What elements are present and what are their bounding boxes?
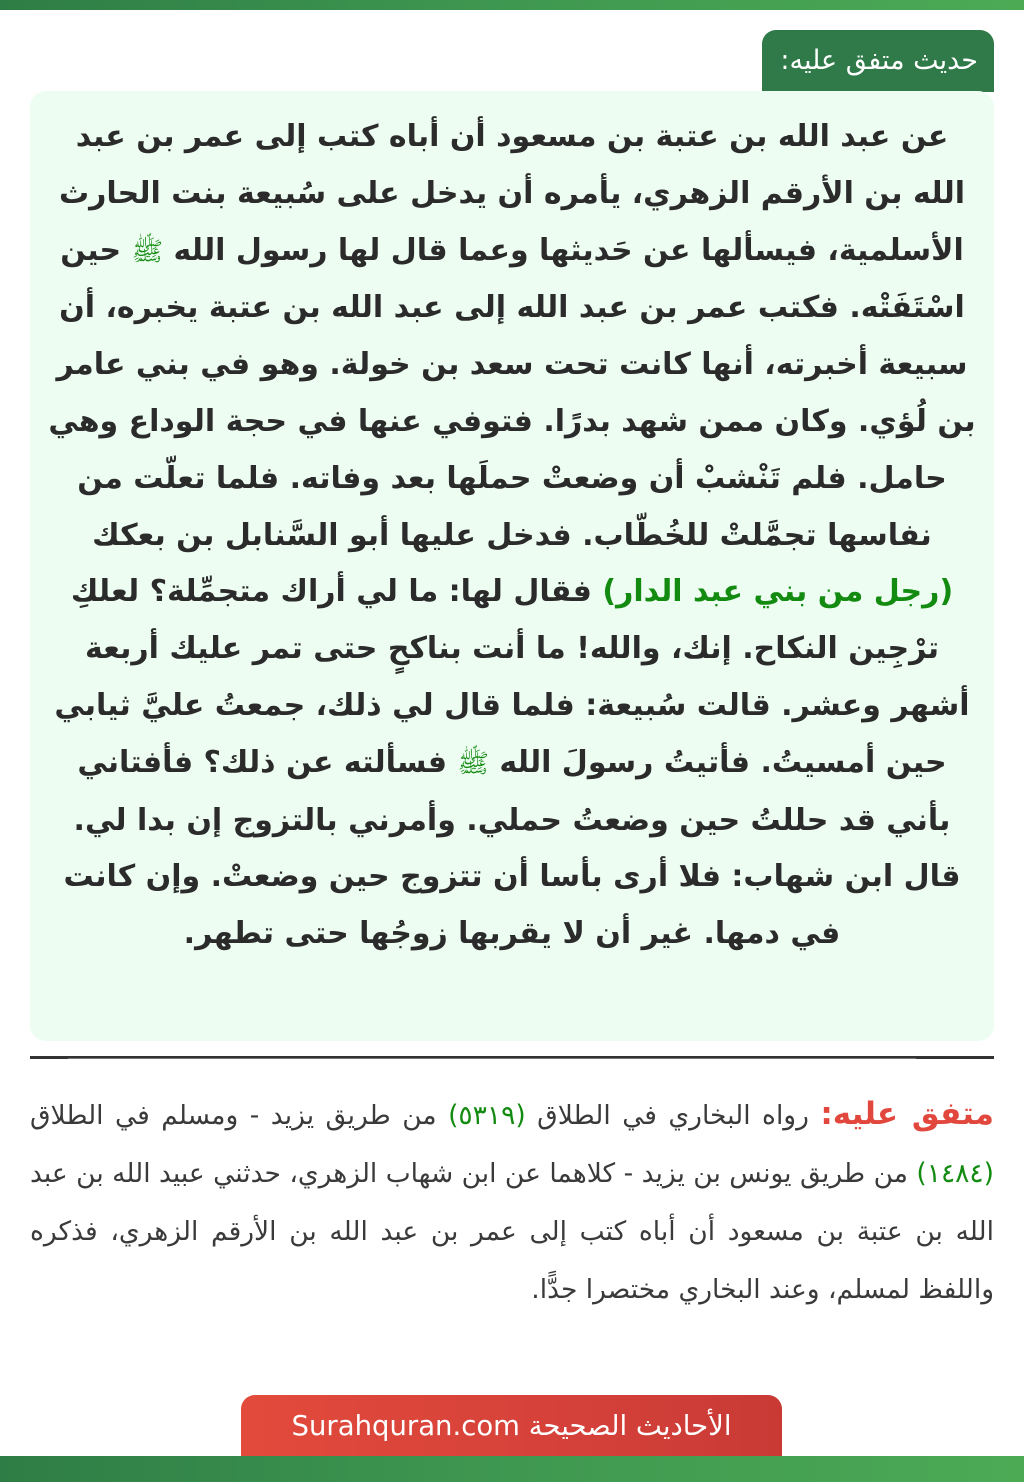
muslim-number: (١٤٨٤) [916,1158,994,1189]
hadith-text [48,109,976,849]
takhrij-part-3: من طريق يونس بن يزيد - كلاهما عن ابن شهاب الزهري، حدثني عبيد الله بن عبد الله بن عتبة بن مسعود أن أباه كتب إلى عمر بن عبد الله بن الأرقم الزهري، فذكره واللفظ لمسلم، وعند البخاري مختصرا جدًّا. [30,1158,994,1305]
hadith-part-2: حين اسْتَفَتْه. فكتب عمر بن عبد الله إلى عبد الله بن عتبة يخبره، أن سبيعة أخبرته، أنها كانت تحت سعد بن خولة. وهو في بني عامر بن لُؤي. وكان ممن شهد بدرًا. فتوفي عنها في حجة الوداع وهي حامل. فلم تَنْشبْ أن وضعتْ حملَها بعد وفاته. فلما تعلّت من نفاسها تجمَّلتْ للخُطّاب. فدخل عليها أبو السَّنابل بن بعكك [48,232,976,553]
hadith-part-3: فقال لها: ما لي أراك متجمِّلة؟ لعلكِ ترْجِين النكاح. إنك، والله! ما أنت بناكحٍ حتى تمر عليك أربعة أشهر وعشر. قالت سُبيعة: فلما قال لي ذلك، جمعتُ عليَّ ثيابي حين أمسيتُ. فأتيتُ رسولَ الله [54,574,970,780]
bukhari-number: (٥٣١٩) [448,1100,526,1131]
takhrij-text [30,1085,994,1319]
salawat-icon: ﷺ [131,236,163,267]
section-divider-inner [68,1058,916,1059]
bottom-decorative-bar [0,1456,1024,1482]
salawat-icon: ﷺ [457,748,489,779]
section-label: حديث متفق عليه: [762,30,994,92]
footer-site-badge: الأحاديث الصحيحة Surahquran.com [241,1395,782,1456]
hadith-highlight: (رجل من بني عبد الدار) [602,574,954,610]
hadith-part-4: فسألته عن ذلك؟ فأفتاني بأني قد حللتُ حين وضعتُ حملي. وأمرني بالتزوج إن بدا لي. [73,744,951,838]
takhrij-part-2: من طريق يزيد - ومسلم في الطلاق [30,1100,449,1131]
top-decorative-bar [0,0,1024,10]
takhrij-part-1: رواه البخاري في الطلاق [525,1100,821,1131]
hadith-part-1: عن عبد الله بن عتبة بن مسعود أن أباه كتب إلى عمر بن عبد الله بن الأرقم الزهري، يأمره أن يدخل على سُبيعة بنت الحارث الأسلمية، فيسألها عن حَديثها وعما قال لها رسول الله [58,119,965,268]
ibn-shihab-comment: قال ابن شهاب: فلا أرى بأسا أن تتزوج حين وضعتْ. وإن كانت في دمها. غير أن لا يقربها زوجُها حتى تطهر. [63,859,961,952]
takhrij-label: متفق عليه: [820,1096,995,1132]
hadith-box [30,91,994,1041]
